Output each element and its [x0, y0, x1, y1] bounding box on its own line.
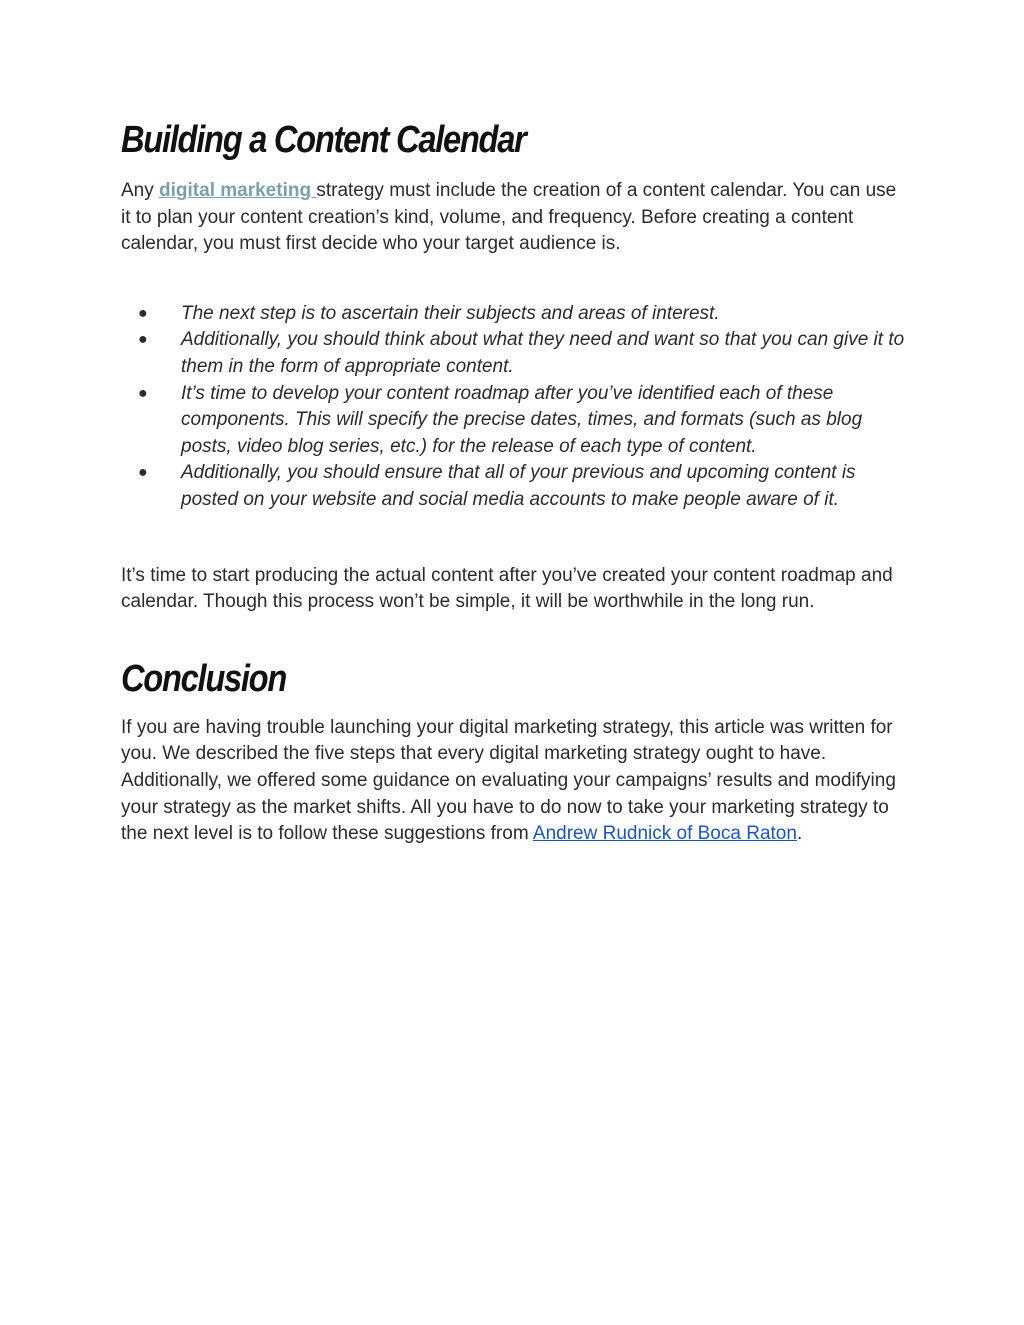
andrew-rudnick-link[interactable]: Andrew Rudnick of Boca Raton: [532, 823, 797, 845]
list-item: [121, 327, 906, 380]
list-item: [121, 301, 906, 328]
bullet-icon: ●: [138, 331, 148, 349]
bullet-list: [121, 301, 906, 514]
section-title-content-calendar: Building a Content Calendar: [121, 119, 526, 161]
section-title-conclusion: Conclusion: [121, 657, 287, 700]
intro-text-start: Any: [121, 180, 160, 201]
document-page: [121, 112, 906, 848]
list-item-text: Additionally, you should think about what they need and want so that you can give it to them in the form of appropriate content.: [181, 329, 905, 377]
closing-paragraph: It’s time to start producing the actual content after you’ve created your content roadmap and calendar. Though this process won’t be simple, it will be worthwhile in the long run.: [121, 564, 893, 613]
intro-paragraph: [121, 178, 906, 258]
conclusion-text-end: .: [796, 823, 803, 845]
list-item: [121, 460, 906, 513]
digital-marketing-link[interactable]: digital marketing: [159, 180, 317, 201]
bullet-icon: ●: [138, 464, 148, 482]
list-item-text: Additionally, you should ensure that all of your previous and upcoming content is posted on your website and social media accounts to make people aware of it.: [181, 462, 856, 510]
list-item: [121, 381, 906, 461]
intro-text-end: strategy must include the creation of a content calendar. You can use it to plan your content creation’s kind, volume, and frequency. Before creating a content calendar, you must first decide who your target audience is.: [121, 180, 897, 255]
conclusion-text-start: If you are having trouble launching your digital marketing strategy, this article was written for you. We described the five steps that every digital marketing strategy ought to have. Additionally, we offered some guidance on evaluating your campaigns’ results and modifying your strategy as the market shifts. All you have to do now to take your marketing strategy to the next level is to follow these suggestions from: [121, 716, 896, 845]
list-item-text: It’s time to develop your content roadmap after you’ve identified each of these components. This will specify the precise dates, times, and formats (such as blog posts, video blog series, etc.) for the release of each type of content.: [181, 382, 863, 457]
bullet-icon: ●: [138, 304, 148, 322]
bullet-icon: ●: [138, 384, 148, 402]
list-item-text: The next step is to ascertain their subjects and areas of interest.: [181, 302, 720, 324]
conclusion-paragraph: [121, 715, 906, 848]
